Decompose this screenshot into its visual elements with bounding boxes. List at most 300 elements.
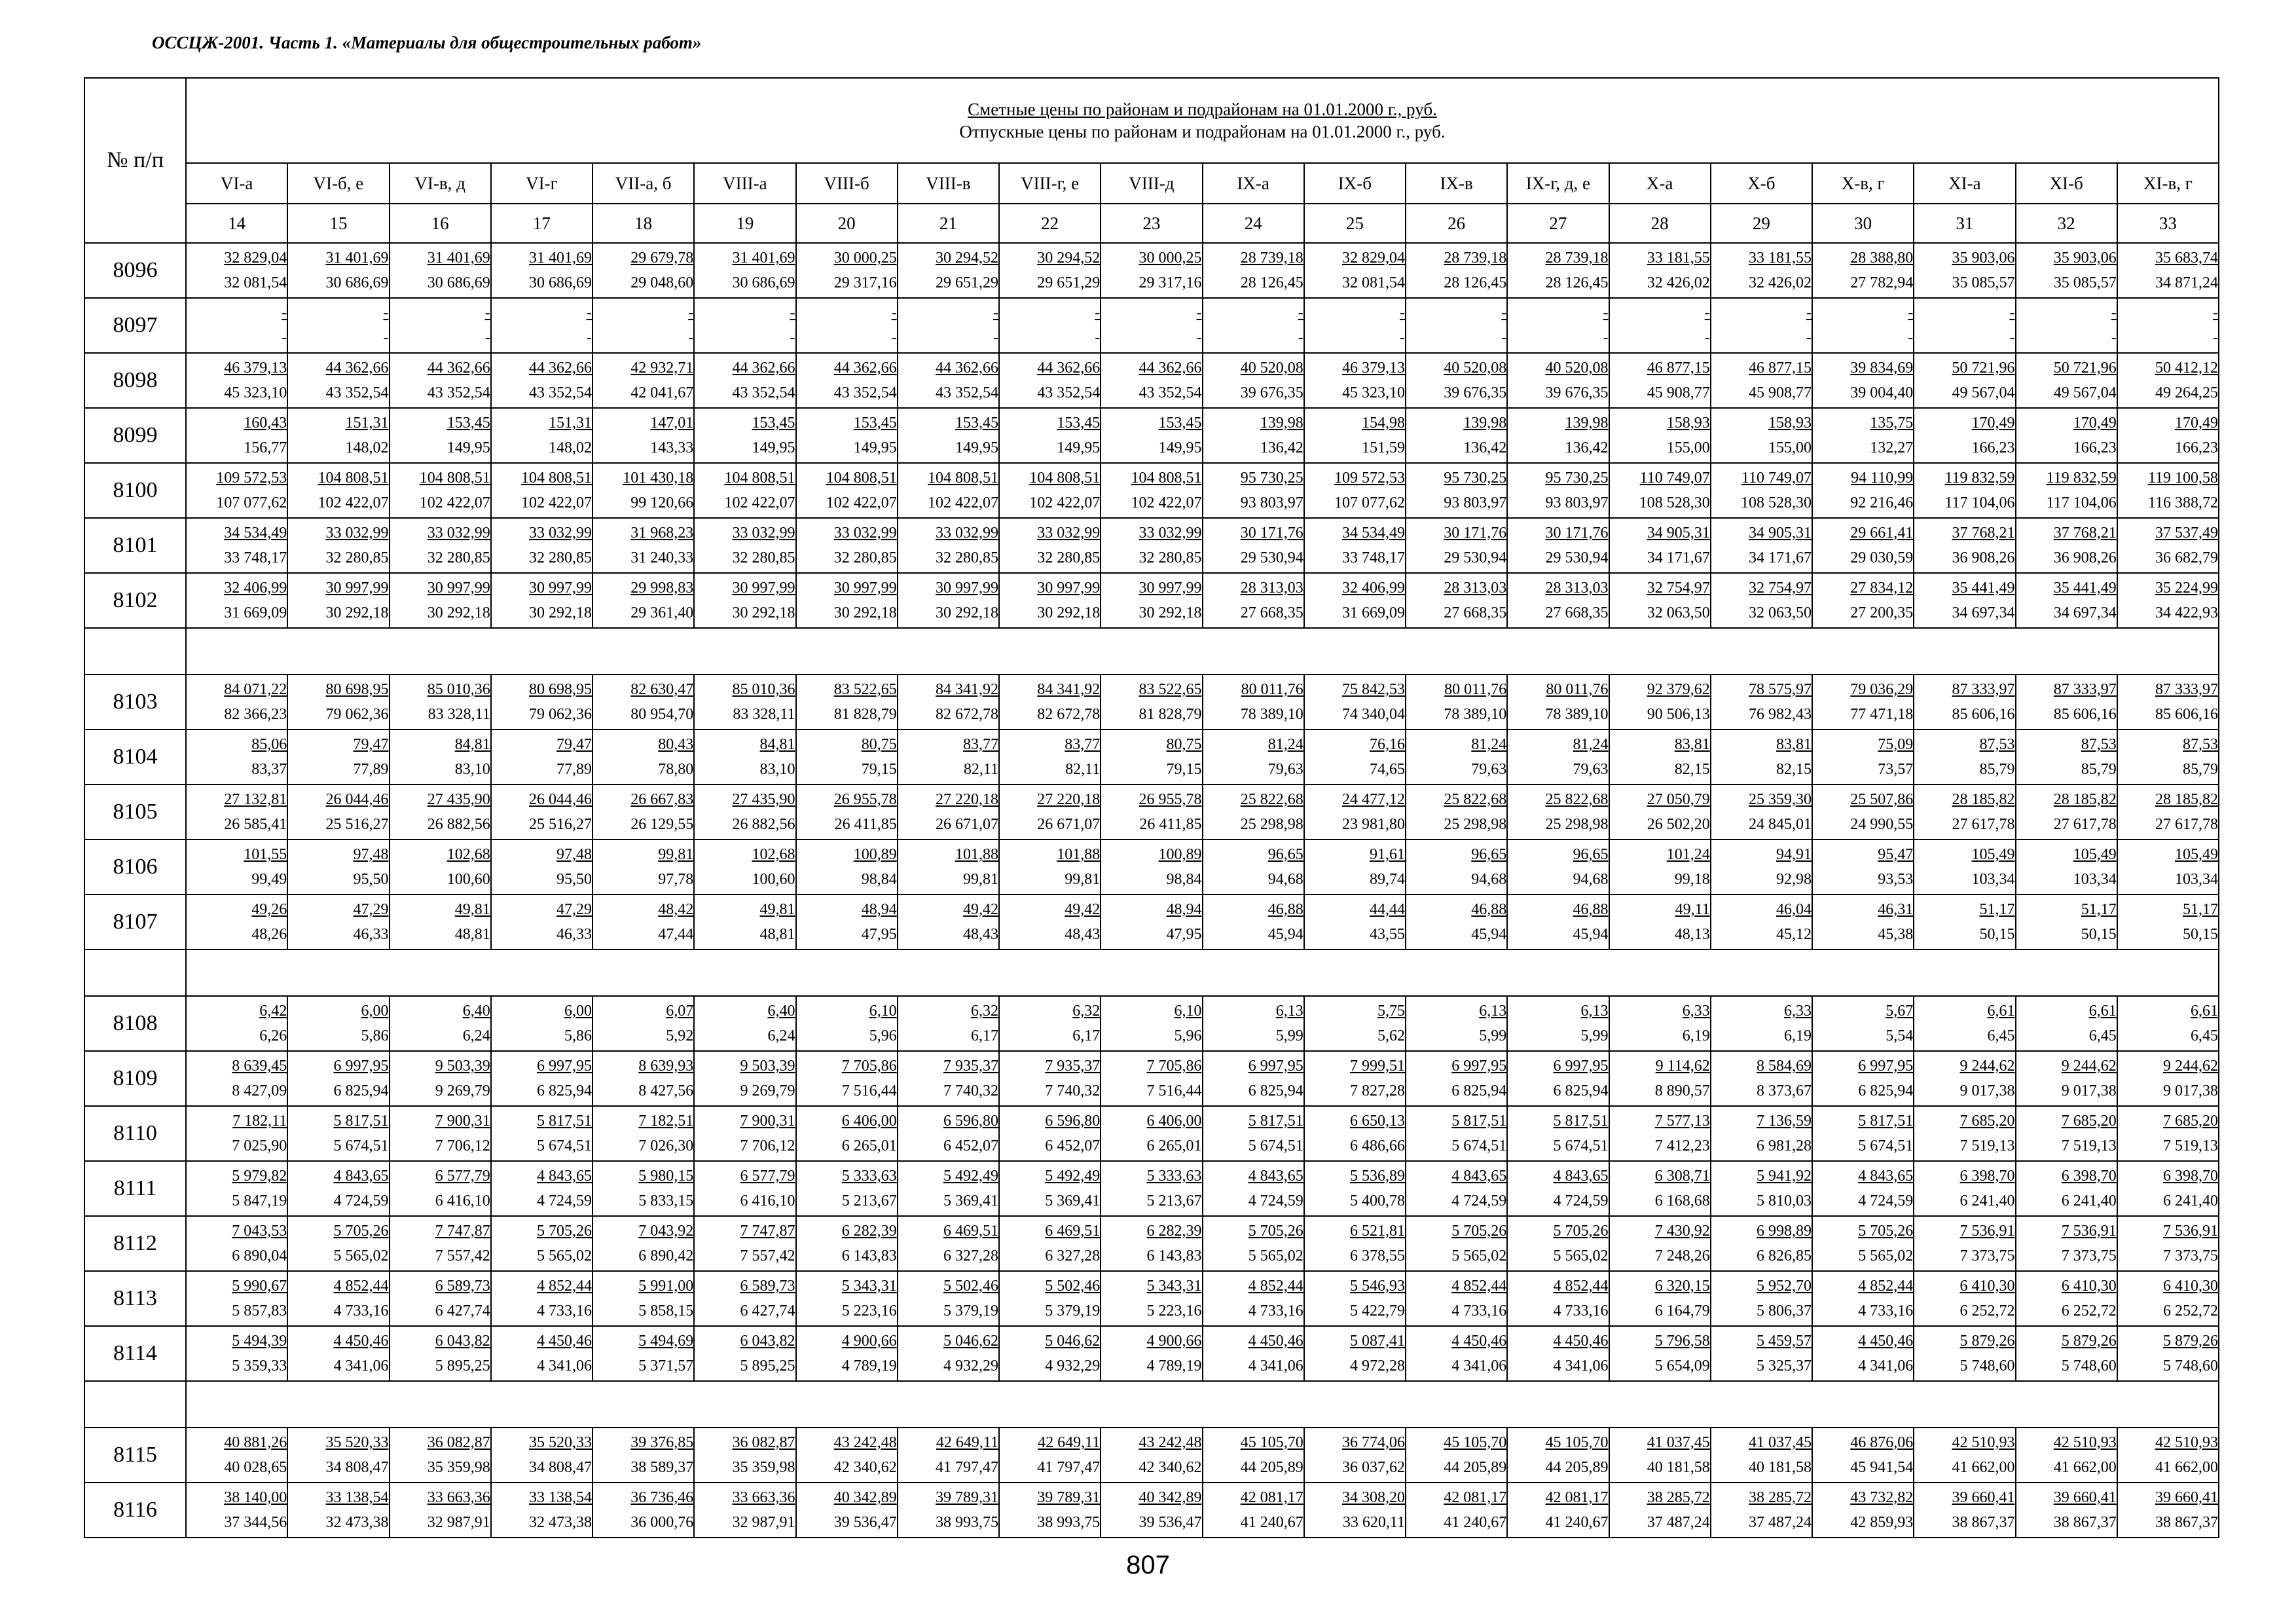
estimated-price: 6,10 <box>1174 1003 1202 1020</box>
section-separator-row <box>84 628 2219 674</box>
estimated-price: 5 879,26 <box>1959 1333 2015 1350</box>
estimated-price: 46 877,15 <box>1749 360 1812 377</box>
release-price: 4 341,06 <box>537 1357 592 1375</box>
price-cell <box>1203 840 1304 895</box>
estimated-price: 5 705,26 <box>1248 1223 1303 1240</box>
release-price: 26 882,56 <box>427 816 490 833</box>
release-price: 108 528,30 <box>1741 494 1812 511</box>
estimated-price: 31 401,69 <box>325 249 389 267</box>
price-cell <box>592 1216 694 1271</box>
release-price: 99,81 <box>963 871 998 888</box>
price-cell <box>1609 408 1711 463</box>
price-cell <box>999 298 1101 353</box>
estimated-price: 46 379,13 <box>1342 360 1405 377</box>
estimated-price: 100,89 <box>1158 846 1202 863</box>
estimated-price: 95 730,25 <box>1545 470 1609 487</box>
price-cell <box>1507 463 1609 518</box>
estimated-price: - <box>790 304 795 322</box>
estimated-price: 33 032,99 <box>1139 525 1202 542</box>
estimated-price: 30 997,99 <box>325 580 389 597</box>
price-cell <box>2117 463 2219 518</box>
price-cell <box>1914 1483 2015 1538</box>
price-cell <box>2117 1161 2219 1216</box>
price-cell <box>1711 895 1812 950</box>
column-number: 18 <box>592 204 694 243</box>
column-number: 30 <box>1812 204 1914 243</box>
estimated-price: 6,32 <box>1072 1003 1101 1020</box>
release-price: 5,54 <box>1886 1027 1914 1044</box>
price-cell <box>999 1326 1101 1381</box>
price-cell <box>1914 1051 2015 1106</box>
estimated-price: 84,81 <box>454 736 490 753</box>
estimated-price: 30 000,25 <box>833 249 897 267</box>
estimated-price: 28 388,80 <box>1850 249 1914 267</box>
column-number-row <box>84 204 2219 243</box>
price-cell <box>390 1161 491 1216</box>
table-row <box>84 573 2219 628</box>
release-price: 102 422,07 <box>521 494 592 511</box>
release-price: 95,50 <box>556 871 592 888</box>
table-row <box>84 840 2219 895</box>
release-price: 9 269,79 <box>435 1082 490 1099</box>
price-cell <box>796 353 898 408</box>
release-price: 149,95 <box>1158 439 1202 456</box>
estimated-price: 6,13 <box>1580 1003 1609 1020</box>
price-cell <box>2016 784 2117 840</box>
estimated-price: 4 450,46 <box>1553 1333 1609 1350</box>
row-number: 8115 <box>84 1428 186 1483</box>
table-row <box>84 1216 2219 1271</box>
price-cell <box>186 1106 287 1161</box>
price-cell <box>592 1271 694 1326</box>
price-cell <box>1203 1326 1304 1381</box>
release-price: 45 908,77 <box>1749 384 1812 401</box>
release-price: 32 280,85 <box>732 549 795 566</box>
estimated-price: 41 037,45 <box>1647 1434 1710 1451</box>
estimated-price: 8 584,69 <box>1757 1058 1812 1075</box>
estimated-price: - <box>1501 304 1507 322</box>
estimated-price: 6 410,30 <box>2061 1278 2117 1295</box>
estimated-price: 87,53 <box>1979 736 2015 753</box>
price-cell <box>1609 784 1711 840</box>
price-cell <box>898 408 999 463</box>
estimated-price: 6 997,95 <box>537 1058 592 1075</box>
region-header: XI-а <box>1914 163 2015 204</box>
price-cell <box>1101 996 1202 1051</box>
release-price: 45 323,10 <box>224 384 287 401</box>
price-cell <box>1304 1106 1406 1161</box>
release-price: 32 426,02 <box>1749 274 1812 291</box>
release-price: 4 724,59 <box>1248 1192 1303 1209</box>
release-price: 6 486,66 <box>1350 1137 1405 1154</box>
release-price: 34 697,34 <box>1952 604 2015 621</box>
price-cell <box>592 996 694 1051</box>
price-cell <box>1914 298 2015 353</box>
price-cell <box>796 408 898 463</box>
estimated-price: 28 739,18 <box>1444 249 1507 267</box>
estimated-price: 25 507,86 <box>1850 791 1914 808</box>
release-price: 85 606,16 <box>2155 706 2218 723</box>
price-cell <box>796 298 898 353</box>
estimated-price: 170,49 <box>2073 415 2117 432</box>
estimated-price: 84,81 <box>759 736 795 753</box>
estimated-price: 5 705,26 <box>1553 1223 1609 1240</box>
price-cell <box>186 1483 287 1538</box>
estimated-price: - <box>587 304 592 322</box>
release-price: 82,11 <box>1065 761 1101 778</box>
estimated-price: 32 406,99 <box>224 580 287 597</box>
estimated-price: 5 459,57 <box>1757 1333 1812 1350</box>
estimated-price: 5 343,31 <box>1146 1278 1202 1295</box>
column-number: 33 <box>2117 204 2219 243</box>
estimated-price: 39 660,41 <box>1952 1489 2015 1506</box>
price-cell <box>491 895 592 950</box>
price-cell <box>898 243 999 298</box>
release-price: 4 341,06 <box>1451 1357 1507 1375</box>
release-price: 6 416,10 <box>740 1192 795 1209</box>
column-number: 14 <box>186 204 287 243</box>
release-price: 5 674,51 <box>333 1137 389 1154</box>
release-price: 7 026,30 <box>638 1137 694 1154</box>
release-price: 30 686,69 <box>325 274 389 291</box>
estimated-price: 80 011,76 <box>1241 681 1303 698</box>
release-price: 32 280,85 <box>529 549 592 566</box>
price-cell <box>186 463 287 518</box>
price-cell <box>287 298 389 353</box>
release-price: 5,96 <box>869 1027 897 1044</box>
estimated-price: 34 534,49 <box>224 525 287 542</box>
release-price: 97,78 <box>658 871 694 888</box>
release-price: 33 748,17 <box>1342 549 1405 566</box>
estimated-price: 38 140,00 <box>224 1489 287 1506</box>
release-price: 5,99 <box>1580 1027 1609 1044</box>
price-cell <box>898 518 999 573</box>
release-price: 5 810,03 <box>1757 1192 1812 1209</box>
release-price: 43 352,54 <box>833 384 897 401</box>
release-price: 38 993,75 <box>936 1514 998 1531</box>
estimated-price: 6 469,51 <box>943 1223 998 1240</box>
price-cell <box>1609 895 1711 950</box>
release-price: 45 941,54 <box>1850 1459 1914 1476</box>
price-cell <box>1101 1483 1202 1538</box>
estimated-price: 39 834,69 <box>1850 360 1914 377</box>
estimated-price: - <box>688 304 694 322</box>
estimated-price: 6 398,70 <box>2061 1168 2117 1185</box>
estimated-price: 42 510,93 <box>1952 1434 2015 1451</box>
price-cell <box>1812 840 1914 895</box>
price-cell <box>1101 1051 1202 1106</box>
table-row <box>84 463 2219 518</box>
estimated-price: 6 282,39 <box>1146 1223 1202 1240</box>
release-price: 25 298,98 <box>1444 816 1507 833</box>
price-cell <box>999 840 1101 895</box>
estimated-price: 46,88 <box>1267 901 1303 918</box>
price-cell <box>186 298 287 353</box>
price-cell <box>898 1051 999 1106</box>
price-cell <box>2117 895 2219 950</box>
price-cell <box>592 408 694 463</box>
price-cell <box>390 353 491 408</box>
release-price: 29 317,16 <box>833 274 897 291</box>
release-price: 27 668,35 <box>1444 604 1507 621</box>
price-cell <box>592 573 694 628</box>
price-cell <box>592 729 694 784</box>
estimated-price: 75 842,53 <box>1342 681 1405 698</box>
estimated-price: 7 999,51 <box>1350 1058 1405 1075</box>
release-price: 4 341,06 <box>1248 1357 1303 1375</box>
price-cell <box>1101 840 1202 895</box>
estimated-price: 104 808,51 <box>826 470 897 487</box>
price-cell <box>1914 1428 2015 1483</box>
estimated-price: 4 900,66 <box>841 1333 897 1350</box>
estimated-price: 39 376,85 <box>630 1434 694 1451</box>
estimated-price: 5,75 <box>1377 1003 1405 1020</box>
release-price: 6 241,40 <box>1959 1192 2015 1209</box>
price-cell <box>1914 1216 2015 1271</box>
release-price: 36 000,76 <box>630 1514 694 1531</box>
release-price: 45,94 <box>1573 926 1609 943</box>
release-price: 83,10 <box>454 761 490 778</box>
release-price: 49 567,04 <box>1952 384 2015 401</box>
estimated-price: 5 705,26 <box>1858 1223 1914 1240</box>
price-cell <box>2117 1051 2219 1106</box>
release-price: 74 340,04 <box>1342 706 1405 723</box>
price-cell <box>592 463 694 518</box>
release-price: 41 240,67 <box>1545 1514 1609 1531</box>
estimated-price: 35 441,49 <box>1952 580 2015 597</box>
estimated-price: 6,61 <box>2191 1003 2218 1020</box>
price-cell <box>694 408 795 463</box>
release-price: 83 328,11 <box>428 706 490 723</box>
row-number: 8098 <box>84 353 186 408</box>
estimated-price: 28 185,82 <box>1952 791 2015 808</box>
estimated-price: 4 852,44 <box>333 1278 389 1295</box>
estimated-price: 28 739,18 <box>1545 249 1609 267</box>
estimated-price: 51,17 <box>2183 901 2218 918</box>
estimated-price: 83,81 <box>1674 736 1710 753</box>
estimated-price: 46 877,15 <box>1647 360 1710 377</box>
release-price: 103,34 <box>2073 871 2117 888</box>
estimated-price: 6 406,00 <box>1146 1113 1202 1130</box>
release-price: 6,45 <box>2191 1027 2218 1044</box>
release-price: 4 724,59 <box>333 1192 389 1209</box>
release-price: - <box>688 329 694 346</box>
release-price: 7 373,75 <box>2061 1247 2117 1264</box>
price-cell <box>1812 895 1914 950</box>
price-cell <box>1203 463 1304 518</box>
price-cell <box>1609 243 1711 298</box>
release-price: - <box>383 329 389 346</box>
estimated-price: 40 520,08 <box>1240 360 1303 377</box>
estimated-price: 34 534,49 <box>1342 525 1405 542</box>
price-cell <box>1406 1051 1507 1106</box>
release-price: 29 530,94 <box>1444 549 1507 566</box>
estimated-price: 39 660,41 <box>2155 1489 2218 1506</box>
estimated-price: 28 313,03 <box>1240 580 1303 597</box>
release-price: 5 565,02 <box>1553 1247 1609 1264</box>
price-cell <box>1304 1051 1406 1106</box>
price-cell <box>287 463 389 518</box>
estimated-price: 80,75 <box>1166 736 1202 753</box>
price-cell <box>491 353 592 408</box>
release-price: 5 400,78 <box>1350 1192 1405 1209</box>
release-price: 6 265,01 <box>841 1137 897 1154</box>
estimated-price: 135,75 <box>1870 415 1914 432</box>
price-cell <box>1609 463 1711 518</box>
price-cell <box>1406 1106 1507 1161</box>
estimated-price: 7 900,31 <box>435 1113 490 1130</box>
release-price: 39 676,35 <box>1444 384 1507 401</box>
price-cell <box>1914 353 2015 408</box>
table-row <box>84 895 2219 950</box>
price-cell <box>1406 1483 1507 1538</box>
estimated-price: 4 843,65 <box>333 1168 389 1185</box>
price-cell <box>999 1106 1101 1161</box>
release-price: 102 422,07 <box>318 494 389 511</box>
estimated-price: 80,75 <box>861 736 897 753</box>
release-price: 32 280,85 <box>833 549 897 566</box>
price-cell <box>2016 1216 2117 1271</box>
estimated-price: 105,49 <box>1971 846 2015 863</box>
price-cell <box>898 353 999 408</box>
release-price: 38 867,37 <box>2155 1514 2218 1531</box>
release-price: 99,81 <box>1065 871 1101 888</box>
estimated-price: 29 998,83 <box>630 580 694 597</box>
estimated-price: - <box>1400 304 1405 322</box>
estimated-price: 104 808,51 <box>928 470 998 487</box>
estimated-price: 8 639,93 <box>638 1058 694 1075</box>
price-cell <box>999 1051 1101 1106</box>
release-price: 5 422,79 <box>1350 1302 1405 1320</box>
release-price: 33 748,17 <box>224 549 287 566</box>
estimated-price: 28 185,82 <box>2053 791 2117 808</box>
price-cell <box>999 996 1101 1051</box>
price-cell <box>1203 1106 1304 1161</box>
estimated-price: 30 997,99 <box>1139 580 1202 597</box>
price-cell <box>1304 1428 1406 1483</box>
price-cell <box>1609 1271 1711 1326</box>
price-cell <box>1101 1106 1202 1161</box>
price-cell <box>390 1051 491 1106</box>
price-cell <box>1406 1161 1507 1216</box>
release-price: 41 240,67 <box>1444 1514 1507 1531</box>
release-price: 9 269,79 <box>740 1082 795 1099</box>
price-cell <box>1711 518 1812 573</box>
price-cell <box>1609 298 1711 353</box>
price-cell <box>491 298 592 353</box>
row-number: 8108 <box>84 996 186 1051</box>
region-header: VIII-д <box>1101 163 1202 204</box>
estimated-price: 104 808,51 <box>1131 470 1202 487</box>
release-price: 85,79 <box>2081 761 2117 778</box>
price-cell <box>999 729 1101 784</box>
price-cell <box>796 840 898 895</box>
release-price: 151,59 <box>1362 439 1405 456</box>
release-price: 32 280,85 <box>1139 549 1202 566</box>
release-price: 79,15 <box>1166 761 1202 778</box>
price-cell <box>1304 463 1406 518</box>
estimated-price: 45 105,70 <box>1545 1434 1609 1451</box>
release-price: 5 369,41 <box>1045 1192 1101 1209</box>
price-cell <box>2117 840 2219 895</box>
price-cell <box>2016 1483 2117 1538</box>
column-number: 23 <box>1101 204 1202 243</box>
price-cell <box>1609 1326 1711 1381</box>
row-number: 8106 <box>84 840 186 895</box>
estimated-price: - <box>891 304 897 322</box>
estimated-price: 153,45 <box>1057 415 1101 432</box>
price-cell <box>1203 1271 1304 1326</box>
price-cell <box>1304 518 1406 573</box>
estimated-price: 7 182,11 <box>232 1113 287 1130</box>
estimated-price: 5 492,49 <box>1045 1168 1101 1185</box>
estimated-price: 76,16 <box>1370 736 1405 753</box>
price-cell <box>1203 996 1304 1051</box>
release-price: 5 371,57 <box>638 1357 694 1375</box>
release-price: - <box>1298 329 1303 346</box>
column-number: 15 <box>287 204 389 243</box>
release-price: 45,94 <box>1267 926 1303 943</box>
row-number: 8110 <box>84 1106 186 1161</box>
region-header: VIII-б <box>796 163 898 204</box>
estimated-price: 26 044,46 <box>529 791 592 808</box>
release-price: 27 617,78 <box>2053 816 2117 833</box>
release-price: 29 530,94 <box>1545 549 1609 566</box>
release-price: 46,33 <box>353 926 389 943</box>
release-price: 31 240,33 <box>630 549 694 566</box>
release-price: 29 651,29 <box>936 274 998 291</box>
estimated-price: 36 774,06 <box>1342 1434 1405 1451</box>
price-cell <box>1101 298 1202 353</box>
release-price: 25 516,27 <box>529 816 592 833</box>
release-price: - <box>1806 329 1812 346</box>
column-number: 32 <box>2016 204 2117 243</box>
release-price: 44 205,89 <box>1444 1459 1507 1476</box>
estimated-price: 27 834,12 <box>1850 580 1914 597</box>
price-cell <box>1101 1428 1202 1483</box>
price-cell <box>1711 729 1812 784</box>
release-price: 45,94 <box>1471 926 1507 943</box>
release-price: 41 797,47 <box>1037 1459 1101 1476</box>
region-header: VI-б, е <box>287 163 389 204</box>
price-cell <box>1914 1106 2015 1161</box>
estimated-price: 8 639,45 <box>232 1058 287 1075</box>
region-header: X-в, г <box>1812 163 1914 204</box>
price-cell <box>1711 463 1812 518</box>
release-price: 30 292,18 <box>427 604 490 621</box>
release-price: 100,60 <box>446 871 490 888</box>
estimated-price: 5 817,51 <box>333 1113 389 1130</box>
column-number: 19 <box>694 204 795 243</box>
price-cell <box>390 784 491 840</box>
estimated-price: 7 043,53 <box>232 1223 287 1240</box>
estimated-price: 35 520,33 <box>529 1434 592 1451</box>
estimated-price: 119 832,59 <box>1944 470 2015 487</box>
release-price: 43 352,54 <box>529 384 592 401</box>
estimated-price: 4 852,44 <box>1451 1278 1507 1295</box>
estimated-price: 27 435,90 <box>732 791 795 808</box>
column-number: 28 <box>1609 204 1711 243</box>
estimated-price: 5 980,15 <box>638 1168 694 1185</box>
column-number: 26 <box>1406 204 1507 243</box>
release-price: 93 803,97 <box>1240 494 1303 511</box>
release-price: 5 565,02 <box>537 1247 592 1264</box>
price-cell <box>2117 573 2219 628</box>
release-price: 7 519,13 <box>1959 1137 2015 1154</box>
price-cell <box>1203 298 1304 353</box>
release-price: 5,99 <box>1479 1027 1507 1044</box>
estimated-price: 6,13 <box>1479 1003 1507 1020</box>
